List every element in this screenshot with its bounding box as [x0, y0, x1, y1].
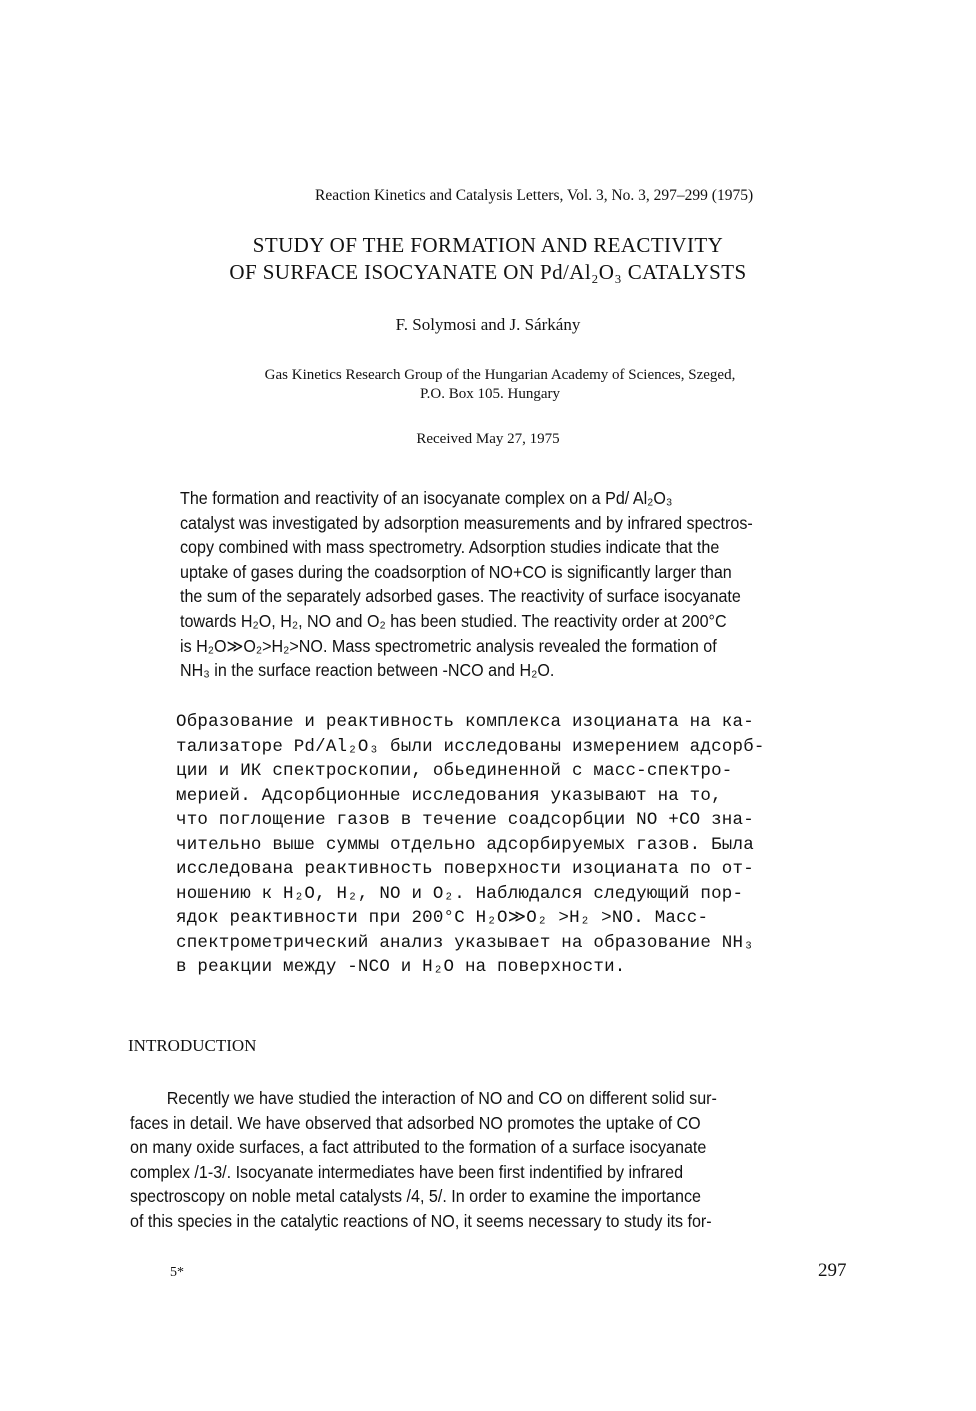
section-heading-introduction: INTRODUCTION [128, 1036, 257, 1055]
abstract-line: Образование и реактивность комплекса изоцианата на ка- [176, 712, 754, 732]
abstract-line: copy combined with mass spectrometry. Adsorption studies indicate that the [180, 537, 720, 558]
abstract-line: catalyst was investigated by adsorption measurements and by infrared spectros- [180, 512, 753, 533]
abstract-line: тализаторе Pd/Al₂O₃ были исследованы измерением адсорб- [176, 736, 765, 757]
paper-title-line-1: STUDY OF THE FORMATION AND REACTIVITY [252, 233, 724, 257]
abstract-line: the sum of the separately adsorbed gases. The reactivity of surface isocyanate [180, 586, 741, 607]
body-line: on many oxide surfaces, a fact attributed to the formation of a surface isocyanate [130, 1137, 707, 1158]
body-line: Recently we have studied the interaction of NO and CO on different solid sur- [166, 1088, 717, 1108]
paper-title-line-2: OF SURFACE ISOCYANATE ON Pd/Al₂O₃ CATALYSTS [229, 260, 747, 284]
body-line: complex /1-3/. Isocyanate intermediates have been first indentified by infrared [130, 1161, 684, 1182]
authors: F. Solymosi and J. Sárkány [395, 315, 581, 334]
abstract-russian [176, 710, 765, 980]
introduction-paragraph [130, 1086, 717, 1234]
abstract-line: uptake of gases during the coadsorption of NO+CO is significantly larger than [180, 561, 732, 582]
body-line: faces in detail. We have observed that adsorbed NO promotes the uptake of CO [130, 1112, 701, 1133]
abstract-line: NH₃ in the surface reaction between -NCO and H₂O. [180, 660, 555, 681]
affiliation-line-1: Gas Kinetics Research Group of the Hungarian Academy of Sciences, Szeged, [264, 367, 736, 383]
journal-citation: Reaction Kinetics and Catalysis Letters, Vol. 3, No. 3, 297–299 (1975) [315, 187, 754, 204]
abstract-line: towards H₂O, H₂, NO and O₂ has been studied. The reactivity order at 200°C [180, 610, 727, 631]
abstract-line: исследована реактивность поверхности изоцианата по от- [176, 859, 754, 879]
abstract-line: в реакции между -NCO и H₂O на поверхности. [176, 957, 626, 977]
page-number: 297 [818, 1260, 847, 1281]
abstract-line: ции и ИК спектроскопии, обьединенной с масс-спектро- [176, 761, 733, 781]
abstract-line: мерией. Адсорбционные исследования указывают на то, [176, 785, 722, 806]
signature-mark: 5* [170, 1265, 184, 1280]
abstract-line: что поглощение газов в течение соадсорбции NO +CO зна- [176, 810, 754, 830]
received-date: Received May 27, 1975 [416, 431, 560, 447]
body-line: spectroscopy on noble metal catalysts /4, 5/. In order to examine the importance [130, 1186, 701, 1207]
abstract-line: спектрометрический анализ указывает на образование NH₃ [176, 932, 754, 953]
abstract-line: ношению к H₂O, H₂, NO и O₂. Наблюдался следующий пор- [176, 883, 744, 904]
abstract-line: чительно выше суммы отдельно адсорбируемых газов. Была [176, 834, 754, 855]
body-line: of this species in the catalytic reactions of NO, it seems necessary to study its for- [130, 1210, 712, 1231]
abstract-line: ядок реактивности при 200°C H₂O≫O₂ >H₂ >NO. Масс- [176, 908, 709, 928]
abstract-line: is H₂O≫O₂>H₂>NO. Mass spectrometric analysis revealed the formation of [180, 635, 717, 656]
abstract-english [180, 486, 753, 683]
affiliation-line-2: P.O. Box 105. Hungary [419, 386, 560, 402]
abstract-line: The formation and reactivity of an isocyanate complex on a Pd/ Al₂O₃ [180, 488, 673, 508]
